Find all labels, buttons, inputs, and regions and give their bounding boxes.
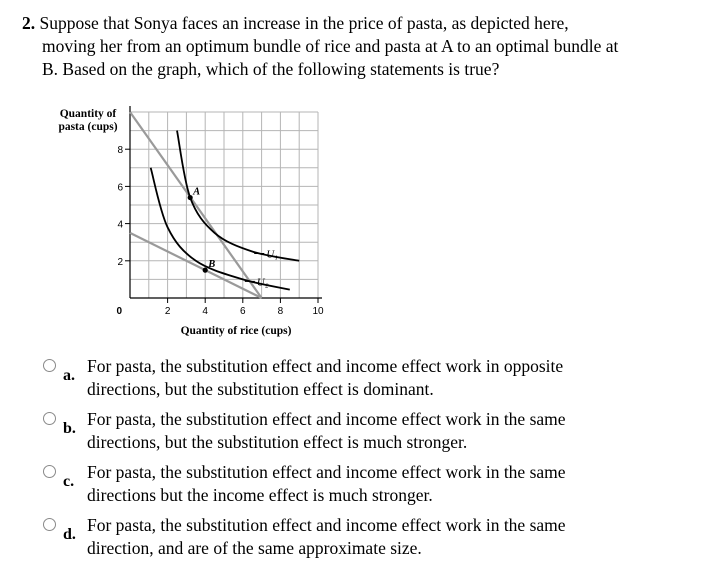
x-tick-label: 2 <box>164 306 171 317</box>
x-tick-label: 10 <box>312 306 324 317</box>
y-axis-label: pasta (cups) <box>58 121 118 133</box>
choice-text-a: For pasta, the substitution effect and income effect work in opposite directions, but the substitution effect is dominant. <box>87 356 564 399</box>
choice-letter-c: c. <box>63 473 75 490</box>
x-tick-label: 8 <box>277 306 284 317</box>
y-tick-label: 2 <box>117 256 123 268</box>
question-line-3: B. Based on the graph, which of the following statements is true? <box>42 59 500 79</box>
curve-label-u1: U₁ <box>266 248 278 261</box>
choice-text-c: For pasta, the substitution effect and income effect work in the same directions but the income effect is much stronger. <box>87 462 566 505</box>
answer-choices <box>40 355 720 567</box>
choice-b[interactable] <box>40 408 720 461</box>
choice-letter-a: a. <box>63 367 75 384</box>
choice-letter-b: b. <box>63 420 76 437</box>
choice-c[interactable] <box>40 461 720 514</box>
choice-text-b: For pasta, the substitution effect and income effect work in the same directions, but the substitution effect is much stronger. <box>87 409 566 452</box>
y-axis-label: Quantity of <box>59 108 117 120</box>
choice-a[interactable] <box>40 355 720 408</box>
point-b <box>203 268 208 273</box>
x-tick-label: 4 <box>202 306 208 317</box>
radio-button-c[interactable] <box>43 465 56 478</box>
indifference-curve-graph <box>40 100 340 345</box>
y-tick-label: 4 <box>117 219 123 231</box>
curve-label-u2: U₂ <box>256 276 269 289</box>
choice-text-d: For pasta, the substitution effect and income effect work in the same direction, and are of the same approximate size. <box>87 515 566 558</box>
axis-text <box>58 108 324 337</box>
question-number: 2. <box>22 13 36 33</box>
radio-button-b[interactable] <box>43 412 56 425</box>
choice-d[interactable] <box>40 514 720 567</box>
x-axis-label: Quantity of rice (cups) <box>180 325 292 337</box>
point-label-a: A <box>193 186 201 198</box>
grid <box>130 112 318 298</box>
question-text <box>22 12 722 81</box>
y-tick-label: 6 <box>117 182 123 194</box>
radio-button-a[interactable] <box>43 359 56 372</box>
origin-label: 0 <box>116 306 122 317</box>
point-a <box>188 195 193 200</box>
choice-letter-d: d. <box>63 526 76 543</box>
question-line-2: moving her from an optimum bundle of rice and pasta at A to an optimal bundle at <box>42 36 619 56</box>
question-line-1: 2. Suppose that Sonya faces an increase in the price of pasta, as depicted here, <box>22 13 569 33</box>
radio-button-d[interactable] <box>43 518 56 531</box>
y-tick-label: 8 <box>117 145 123 157</box>
x-tick-label: 6 <box>240 306 246 317</box>
point-label-b: B <box>208 259 216 271</box>
